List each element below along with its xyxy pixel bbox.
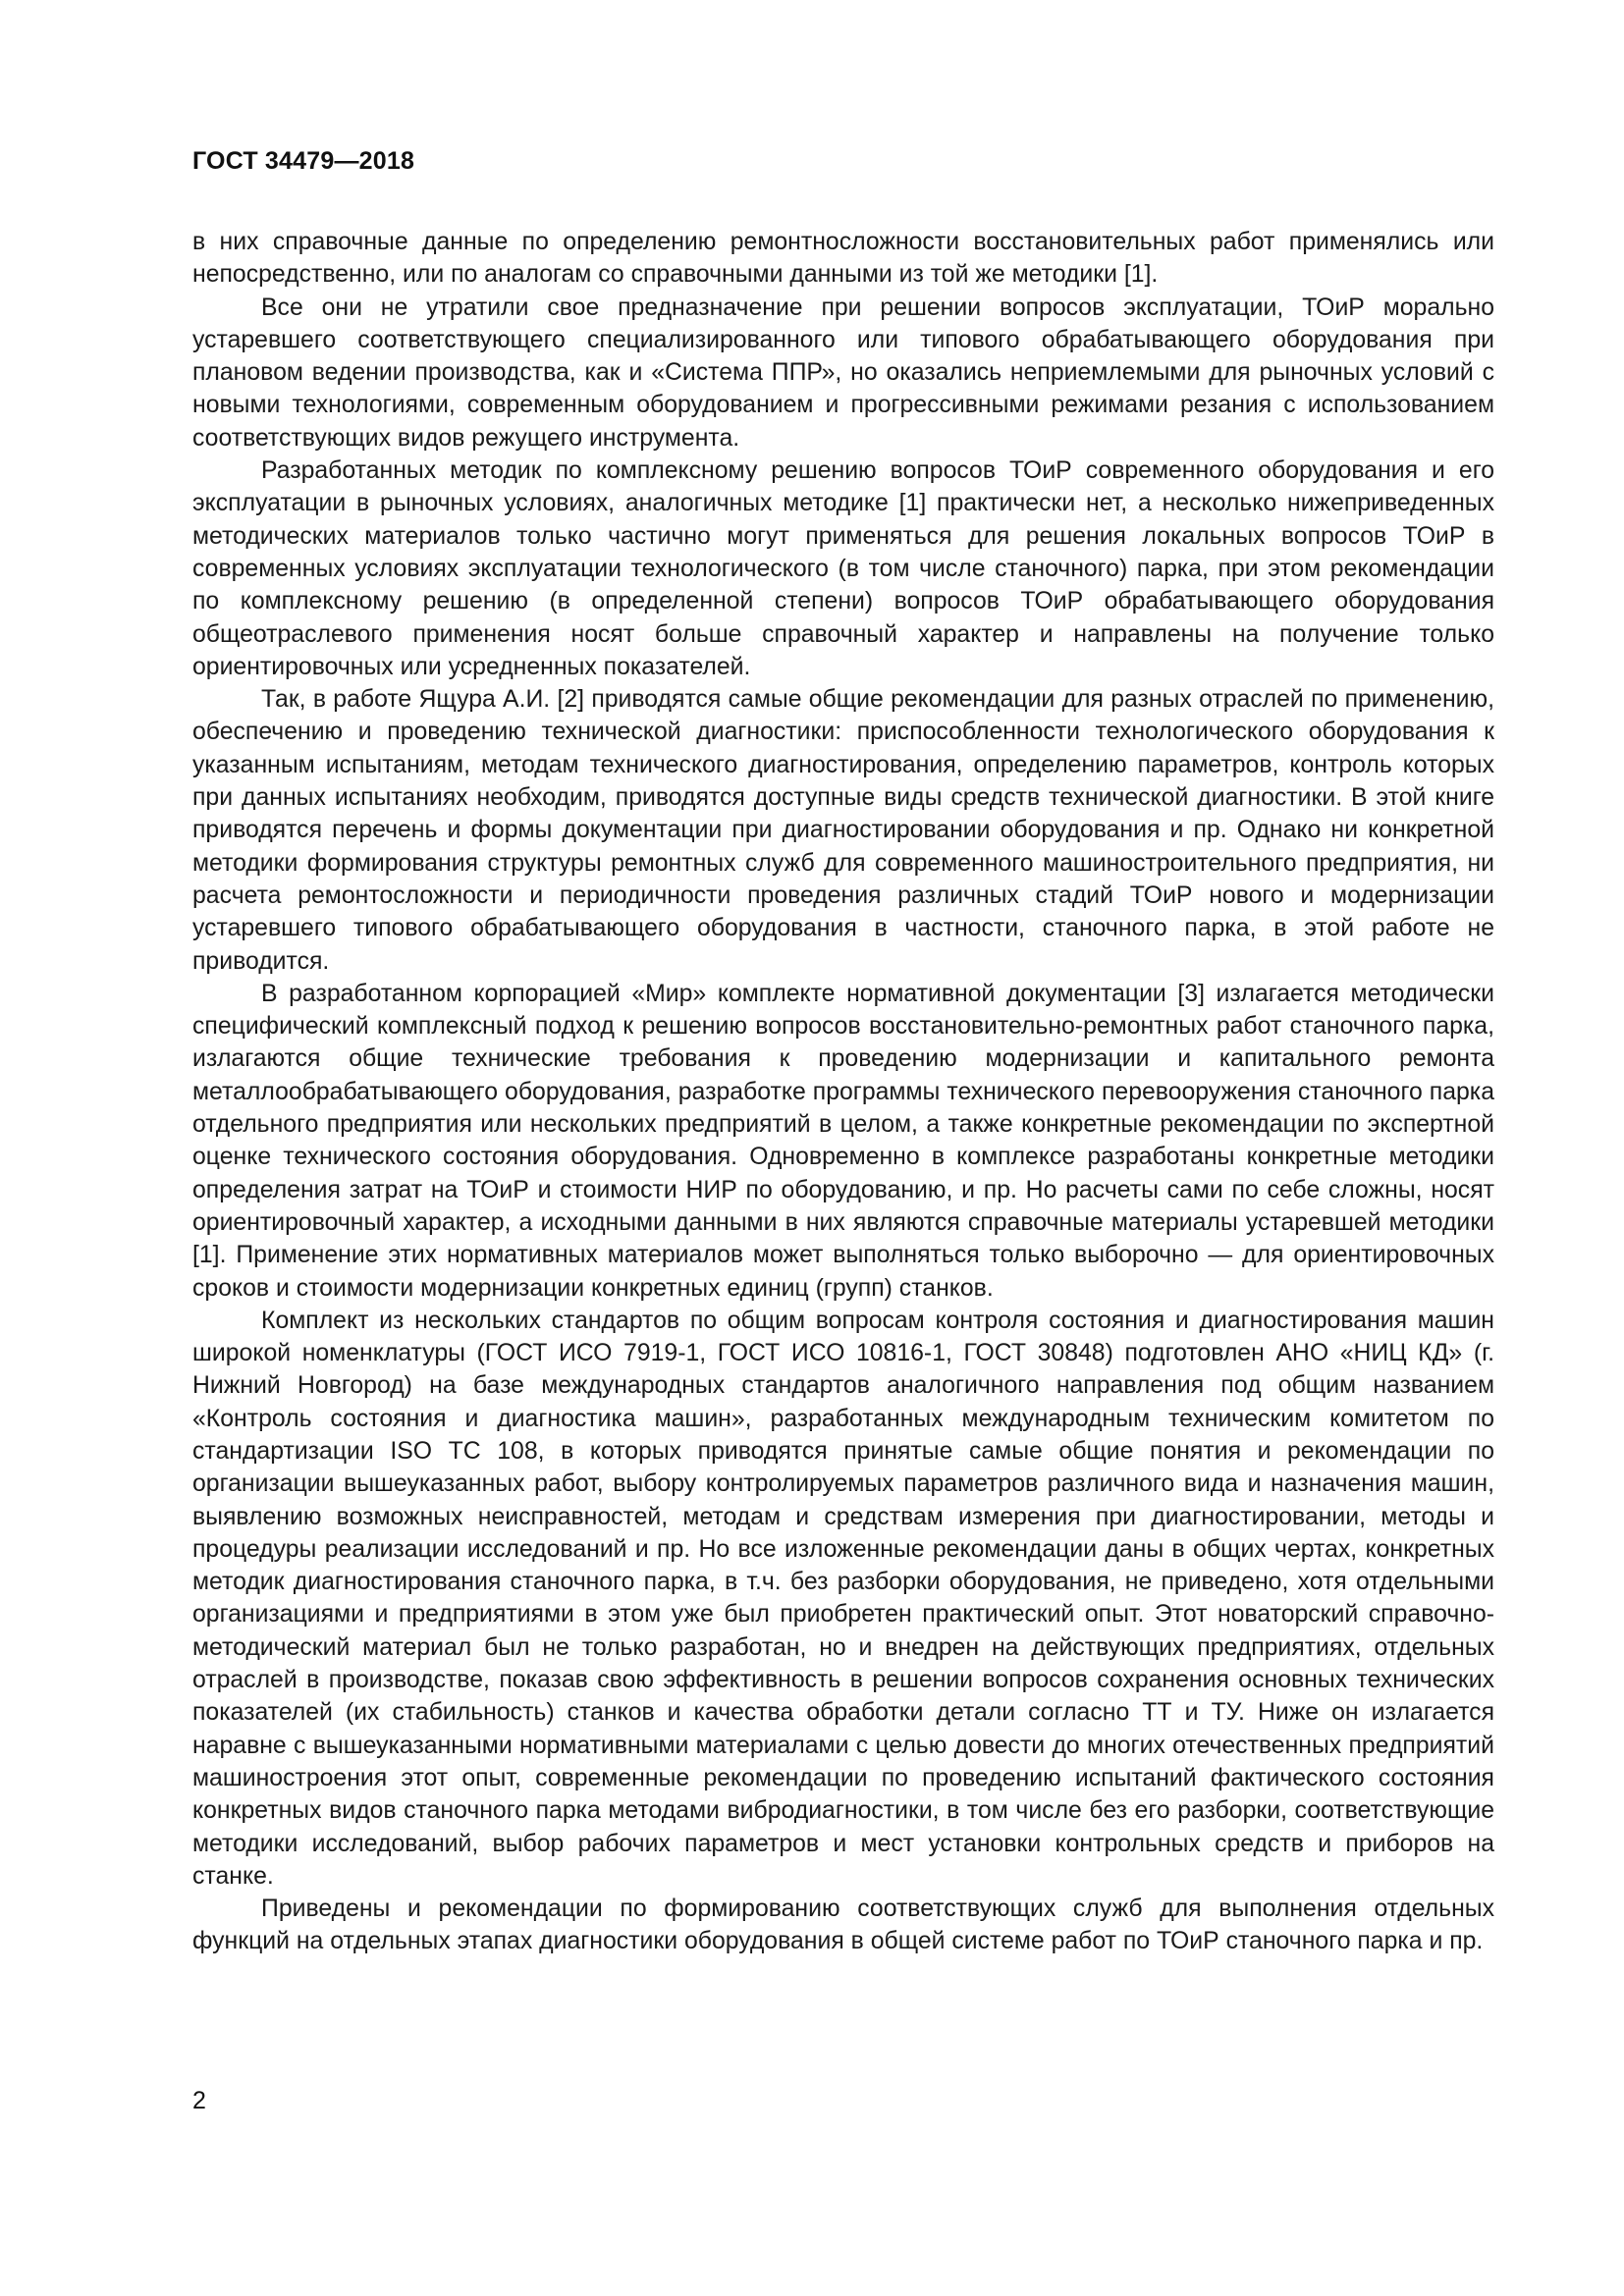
document-header: ГОСТ 34479—2018: [192, 147, 415, 175]
paragraph: Все они не утратили свое предназначение при решении вопросов эксплуатации, ТОиР морально устаревшего соответствующего специализированного или типового обрабатывающего оборудования при плановом ведении производства, как и «Система ППР», но оказались неприемлемыми для рыночных условий с новыми технологиями, современным оборудованием и прогрессивными режимами резания с использованием соответствующих видов режущего инструмента.: [192, 294, 1494, 452]
paragraph: Так, в работе Ящура А.И. [2] приводятся самые общие рекомендации для разных отраслей по применению, обеспечению и проведению технической диагностики: приспособленности технологического оборудования к указанным испытаниям, методам технического диагностирования, определению параметров, контроль которых при данных испытаниях необходим, приводятся доступные виды средств технической диагностики. В этой книге приводятся перечень и формы документации при диагностировании оборудования и пр. Однако ни конкретной методики формирования структуры ремонтных служб для современного машиностроительного предприятия, ни расчета ремонтосложности и периодичности проведения различных стадий ТОиР нового и модернизации устаревшего типового обрабатывающего оборудования в частности, станочного парка, в этой работе не приводится.: [192, 686, 1494, 975]
document-body: [192, 226, 1494, 1958]
paragraph: Комплект из нескольких стандартов по общим вопросам контроля состояния и диагностирования машин широкой номенклатуры (ГОСТ ИСО 7919-1, ГОСТ ИСО 10816-1, ГОСТ 30848) подготовлен АНО «НИЦ КД» (г. Нижний Новгород) на базе международных стандартов аналогичного направления под общим названием «Контроль состояния и диагностика машин», разработанных международным техническим комитетом по стандартизации ISO ТС 108, в которых приводятся принятые самые общие понятия и рекомендации по организации вышеуказанных работ, выбору контролируемых параметров различного вида и назначения машин, выявлению возможных неисправностей, методам и средствам измерения при диагностировании, методы и процедуры реализации исследований и пр. Но все изложенные рекомендации даны в общих чертах, конкретных методик диагностирования станочного парка, в т.ч. без разборки оборудования, не приведено, хотя отдельными организациями и предприятиями в этом уже был приобретен практический опыт. Этот новаторский справочно-методический материал был не только разработан, но и внедрен на действующих предприятиях, отдельных отраслей в производстве, показав свою эффективность в решении вопросов сохранения основных технических показателей (их стабильность) станков и качества обработки детали согласно ТТ и ТУ. Ниже он излагается наравне с вышеуказанными нормативными материалами с целью довести до многих отечественных предприятий машиностроения этот опыт, современные рекомендации по проведению испытаний фактического состояния конкретных видов станочного парка методами вибродиагностики, в том числе без его разборки, соответствующие методики исследований, выбор рабочих параметров и мест установки контрольных средств и приборов на станке.: [192, 1307, 1494, 1890]
paragraph: В разработанном корпорацией «Мир» комплекте нормативной документации [3] излагается методически специфический комплексный подход к решению вопросов восстановительно-ремонтных работ станочного парка, излагаются общие технические требования к проведению модернизации и капитального ремонта металлообрабатывающего оборудования, разработке программы технического перевооружения станочного парка отдельного предприятия или нескольких предприятий в целом, а также конкретные рекомендации по экспертной оценке технического состояния оборудования. Одновременно в комплексе разработаны конкретные методики определения затрат на ТОиР и стоимости НИР по оборудованию, и пр. Но расчеты сами по себе сложны, носят ориентировочный характер, а исходными данными в них являются справочные материалы устаревшей методики [1]. Применение этих нормативных материалов может выполняться только выборочно — для ориентировочных сроков и стоимости модернизации конкретных единиц (групп) станков.: [192, 980, 1494, 1302]
paragraph: Разработанных методик по комплексному решению вопросов ТОиР современного оборудования и его эксплуатации в рыночных условиях, аналогичных методике [1] практически нет, а несколько нижеприведенных методических материалов только частично могут применяться для решения локальных вопросов ТОиР в современных условиях эксплуатации технологического (в том числе станочного) парка, при этом рекомендации по комплексному решению (в определенной степени) вопросов ТОиР обрабатывающего оборудования общеотраслевого применения носят больше справочный характер и направлены на получение только ориентировочных или усредненных показателей.: [192, 457, 1494, 680]
paragraph: Приведены и рекомендации по формированию соответствующих служб для выполнения отдельных функций на отдельных этапах диагностики оборудования в общей системе работ по ТОиР станочного парка и пр.: [192, 1896, 1494, 1955]
page-number: 2: [192, 2087, 206, 2114]
paragraph-continuation: в них справочные данные по определению ремонтносложности восстановительных работ применялись или непосредственно, или по аналогам со справочными данными из той же методики [1].: [192, 229, 1494, 289]
